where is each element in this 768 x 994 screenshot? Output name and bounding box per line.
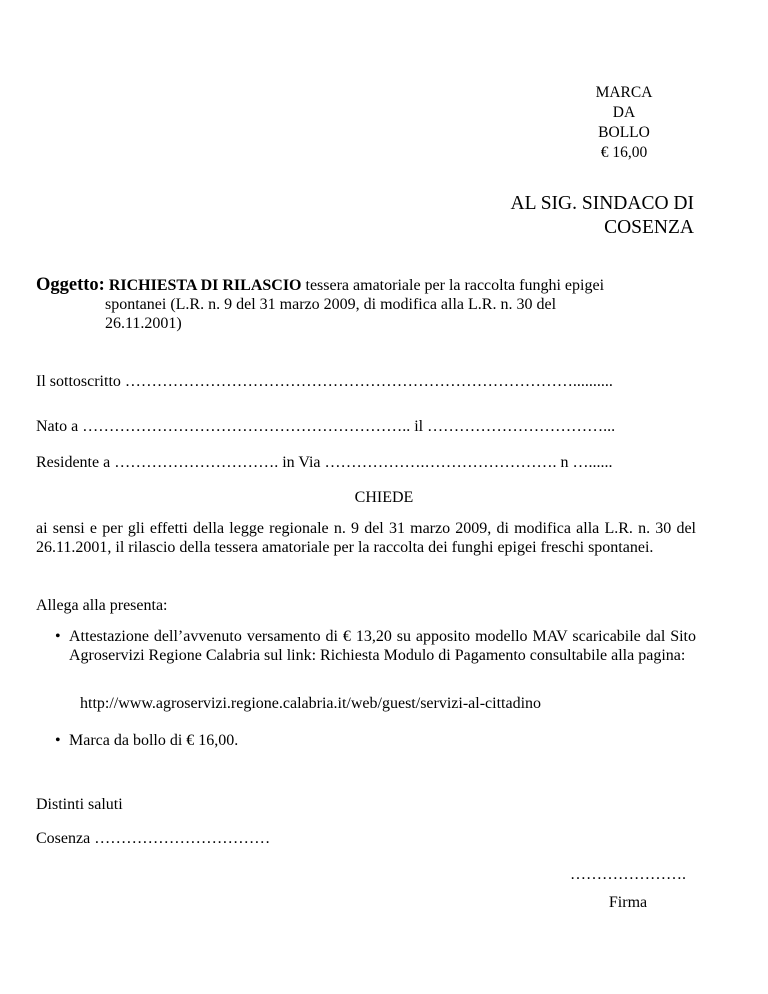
field-nato[interactable]: Nato a …………………………………………………….. il ……………………………... — [36, 418, 616, 435]
addressee-city: COSENZA — [604, 217, 694, 238]
stamp-line: BOLLO — [598, 124, 650, 141]
field-place-date[interactable]: Cosenza …………………………… — [36, 830, 271, 847]
attachments-intro: Allega alla presenta: — [36, 597, 168, 614]
stamp-line: MARCA — [595, 84, 653, 101]
addressee — [511, 192, 694, 240]
attachment-text: Attestazione dell’avvenuto versamento di € 13,20 su apposito modello MAV scaricabile dal Sito Agroservizi Regione Calabria sul link: Richiesta Modulo di Pagamento consultabile alla pagina: — [69, 628, 696, 664]
subject-first-line — [36, 276, 696, 295]
stamp-line: DA — [612, 104, 636, 121]
signature-line[interactable]: …………………. — [570, 866, 686, 883]
subject-text: tessera amatoriale per la raccolta funghi epigei — [301, 277, 605, 294]
attachment-text: Marca da bollo di € 16,00. — [69, 732, 239, 749]
request-body: ai sensi e per gli effetti della legge regionale n. 9 del 31 marzo 2009, di modifica alla L.R. n. 30 del 26.11.2001, il rilascio della tessera amatoriale per la raccolta dei funghi epigei freschi spontanei. — [36, 520, 696, 556]
subject-label: Oggetto: — [36, 275, 105, 295]
subject-line: 26.11.2001) — [105, 315, 182, 332]
attachment-item — [55, 627, 696, 665]
addressee-line: AL SIG. SINDACO DI — [510, 193, 694, 214]
attachment-item — [55, 731, 696, 750]
subject-line: spontanei (L.R. n. 9 del 31 marzo 2009, di modifica alla L.R. n. 30 del — [105, 296, 557, 313]
field-residente[interactable]: Residente a …………………………. in Via ……………….……………………. n …...... — [36, 454, 613, 471]
bullet-icon: • — [55, 628, 61, 645]
signature-label: Firma — [608, 894, 648, 911]
revenue-stamp-box — [560, 83, 688, 163]
stamp-amount: € 16,00 — [600, 144, 648, 161]
field-sottoscritto[interactable]: Il sottoscritto ………………………………………………………………………….......... — [36, 373, 613, 390]
subject-bold-text: RICHIESTA DI RILASCIO — [108, 277, 302, 294]
agroservizi-link[interactable]: http://www.agroservizi.regione.calabria.it/web/guest/servizi-al-cittadino — [80, 695, 542, 712]
request-heading: CHIEDE — [354, 489, 414, 506]
subject-block — [36, 276, 696, 333]
bullet-icon: • — [55, 732, 61, 749]
closing-greeting: Distinti saluti — [36, 796, 123, 813]
